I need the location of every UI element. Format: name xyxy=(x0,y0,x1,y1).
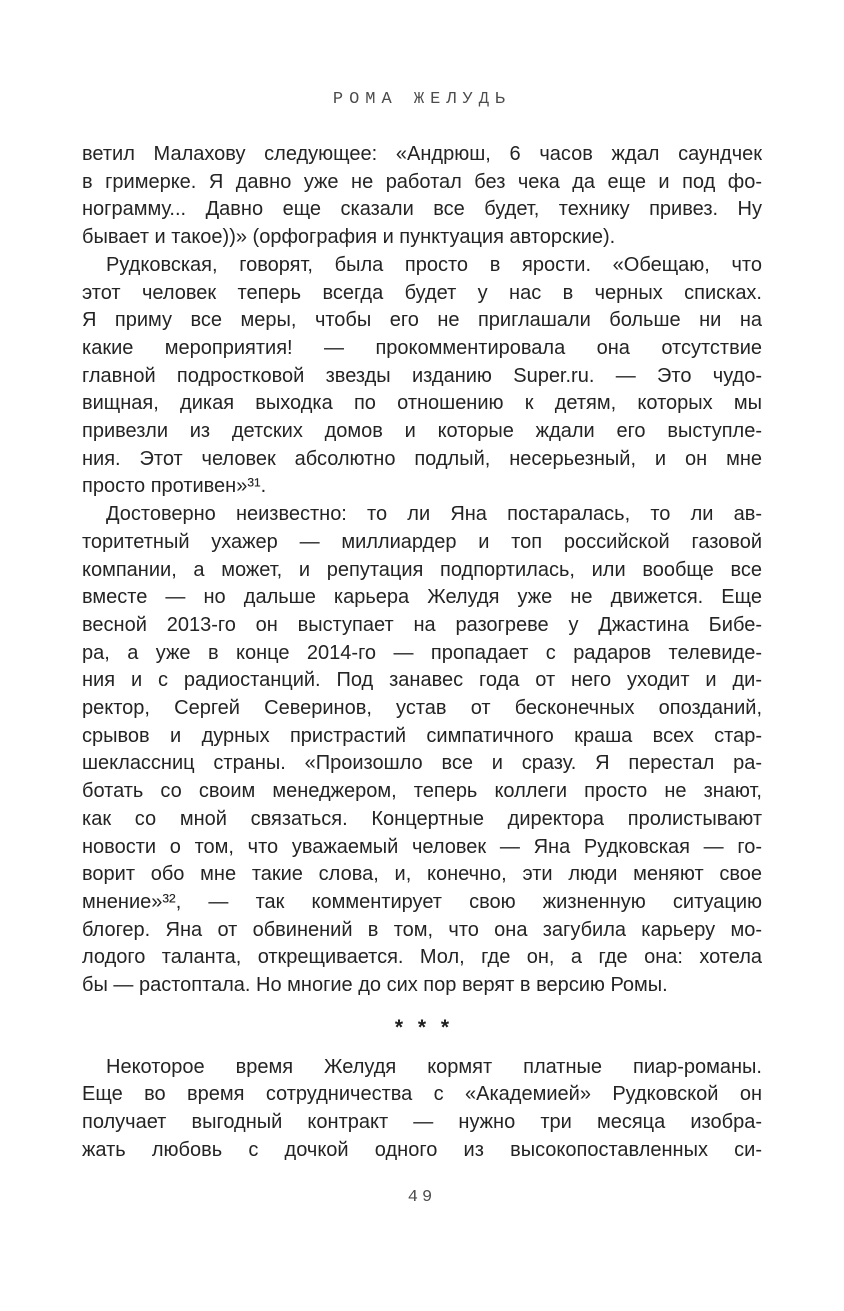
text-line: привезли из детских домов и которые ждали его выступле- xyxy=(82,420,762,443)
paragraph xyxy=(82,252,762,501)
text-line: Достоверно неизвестно: то ли Яна постаралась, то ли ав- xyxy=(106,503,762,526)
text-line: бы — растоптала. Но многие до сих пор верят в версию Ромы. xyxy=(82,974,668,997)
text-line: шеклассниц страны. «Произошло все и сразу. Я перестал ра- xyxy=(82,752,762,775)
text-line: жать любовь с дочкой одного из высокопоставленных си- xyxy=(82,1138,762,1161)
text-line: блогер. Яна от обвинений в том, что она загубила карьеру мо- xyxy=(82,918,762,941)
text-line: вищная, дикая выходка по отношению к детям, которых мы xyxy=(82,392,762,415)
text-line: новости о том, что уважаемый человек — Яна Рудковская — го- xyxy=(82,835,762,858)
text-line: ворит обо мне такие слова, и, конечно, эти люди меняют свое xyxy=(82,863,762,886)
text-line: в гримерке. Я давно уже не работал без чека да еще и под фо- xyxy=(82,170,762,193)
page-number: 49 xyxy=(407,1188,437,1207)
text-line: этот человек теперь всегда будет у нас в черных списках. xyxy=(82,281,762,304)
text-line: Рудковская, говорят, была просто в ярости. «Обещаю, что xyxy=(106,253,762,276)
text-line: ботать со своим менеджером, теперь коллеги просто не знают, xyxy=(82,780,762,803)
text-line: ра, а уже в конце 2014-го — пропадает с радаров телевиде- xyxy=(82,641,762,664)
text-line: главной подростковой звезды изданию Super.ru. — Это чудо- xyxy=(82,364,762,387)
text-line: торитетный ухажер — миллиардер и топ российской газовой xyxy=(82,530,762,553)
text-line: просто противен»³¹. xyxy=(82,475,267,498)
text-line: какие мероприятия! — прокомментировала она отсутствие xyxy=(82,336,762,359)
text-line: бывает и такое))» (орфография и пунктуация авторские). xyxy=(82,226,616,249)
paragraph xyxy=(82,141,762,252)
text-line: ректор, Сергей Северинов, устав от бесконечных опозданий, xyxy=(82,697,762,720)
text-line: срывов и дурных пристрастий симпатичного краша всех стар- xyxy=(82,724,762,747)
text-line: мнение»³², — так комментирует свою жизненную ситуацию xyxy=(82,890,762,913)
text-block xyxy=(82,141,762,1164)
paragraph xyxy=(82,501,762,1000)
text-line: лодого таланта, открещивается. Мол, где он, а где она: хотела xyxy=(82,946,762,969)
text-line: весной 2013-го он выступает на разогреве у Джастина Бибе- xyxy=(82,613,762,636)
text-line: Еще во время сотрудничества с «Академией» Рудковской он xyxy=(82,1083,762,1106)
text-line: нограмму... Давно еще сказали все будет, технику привез. Ну xyxy=(82,198,762,221)
text-line: как со мной связаться. Концертные директора пролистывают xyxy=(82,807,762,830)
text-line: вместе — но дальше карьера Желудя уже не движется. Еще xyxy=(82,586,762,609)
text-line: получает выгодный контракт — нужно три месяца изобра- xyxy=(82,1110,762,1133)
text-line: Я приму все меры, чтобы его не приглашали больше ни на xyxy=(82,309,762,332)
paragraph xyxy=(82,1054,762,1165)
running-header: РОМА ЖЕЛУДЬ xyxy=(332,90,512,109)
text-line: ния и с радиостанций. Под занавес года от него уходит и ди- xyxy=(82,669,762,692)
text-line: Некоторое время Желудя кормят платные пиар-романы. xyxy=(106,1055,762,1078)
text-line: ветил Малахову следующее: «Андрюш, 6 часов ждал саундчек xyxy=(82,143,762,165)
section-separator: * * * xyxy=(394,1015,450,1039)
text-line: ния. Этот человек абсолютно подлый, несерьезный, и он мне xyxy=(82,447,762,470)
text-line: компании, а может, и репутация подпортилась, или вообще все xyxy=(82,558,762,581)
